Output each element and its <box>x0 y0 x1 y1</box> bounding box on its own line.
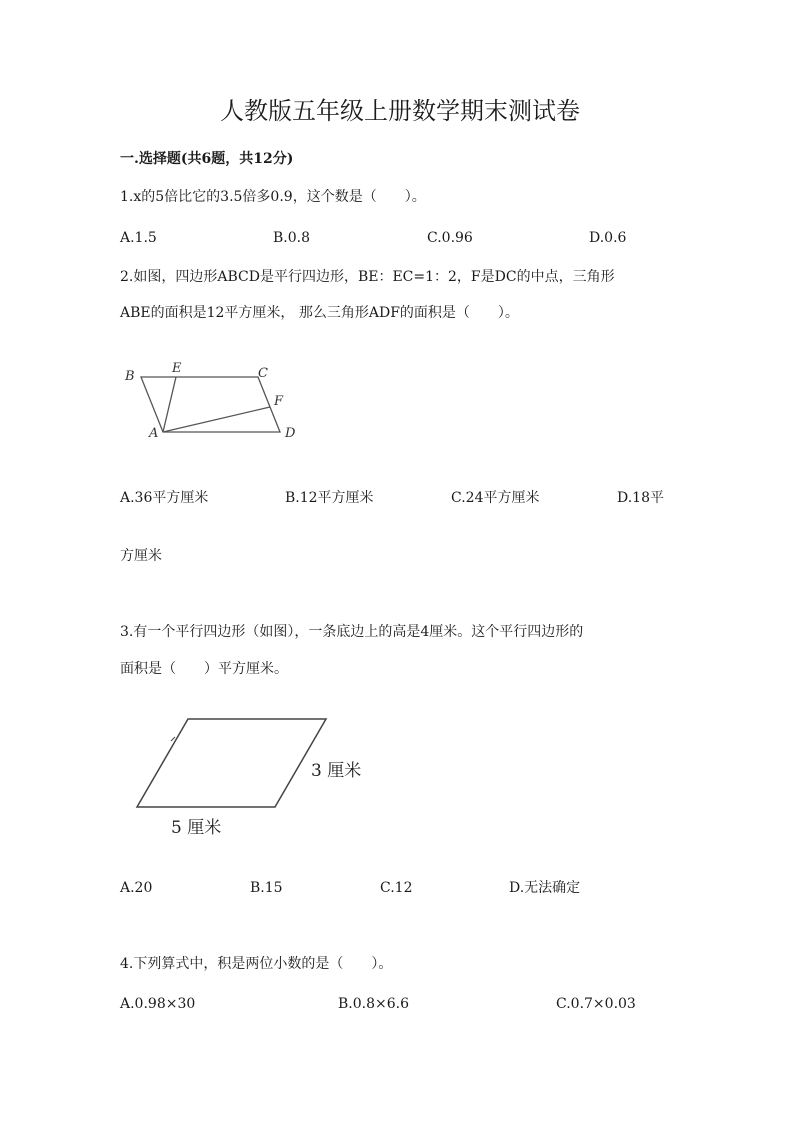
question-2-text-line2: ABE的面积是12平方厘米， 那么三角形ADF的面积是（ ）。 <box>120 305 519 321</box>
question-3-option-b: B.15 <box>250 880 283 896</box>
question-3-option-c: C.12 <box>380 880 413 896</box>
question-1-option-a: A.1.5 <box>120 230 157 246</box>
parallelogram-figure <box>125 705 385 845</box>
question-3-text-line2: 面积是（ ）平方厘米。 <box>120 661 288 677</box>
question-1-option-c: C.0.96 <box>427 230 473 246</box>
label-e: E <box>172 361 182 376</box>
parallelogram-abcd-figure <box>115 355 315 450</box>
question-2-text-line1: 2.如图，四边形ABCD是平行四边形，BE：EC=1：2，F是DC的中点，三角形 <box>120 269 615 285</box>
side-length-label: 3 厘米 <box>311 761 362 781</box>
question-2-option-c: C.24平方厘米 <box>451 490 540 506</box>
label-c: C <box>258 366 268 381</box>
label-f: F <box>274 394 284 409</box>
question-3-text-line1: 3.有一个平行四边形（如图），一条底边上的高是4厘米。这个平行四边形的 <box>120 624 584 640</box>
label-a: A <box>149 426 159 441</box>
question-2-option-d-wrap: 方厘米 <box>120 548 162 564</box>
question-2-option-b: B.12平方厘米 <box>285 490 374 506</box>
height-mark <box>171 737 175 741</box>
parallelogram-outline <box>137 719 326 807</box>
question-4-option-c: C.0.7×0.03 <box>556 996 636 1012</box>
base-length-label: 5 厘米 <box>171 818 222 838</box>
segment-ae <box>163 377 176 432</box>
question-4-option-a: A.0.98×30 <box>120 996 196 1012</box>
question-1-text: 1.x的5倍比它的3.5倍多0.9，这个数是（ ）。 <box>120 189 426 205</box>
question-1-option-b: B.0.8 <box>273 230 311 246</box>
question-3-option-d: D.无法确定 <box>509 880 581 896</box>
page-title: 人教版五年级上册数学期末测试卷 <box>220 97 580 125</box>
segment-af <box>163 407 270 432</box>
question-2-option-d: D.18平 <box>617 490 664 506</box>
question-2-option-a: A.36平方厘米 <box>120 490 209 506</box>
question-4-text: 4.下列算式中，积是两位小数的是（ ）。 <box>120 956 393 972</box>
section-heading: 一.选择题(共6题，共12分) <box>120 151 294 167</box>
label-d: D <box>285 426 296 441</box>
question-3-option-a: A.20 <box>120 880 153 896</box>
question-1-option-d: D.0.6 <box>589 230 627 246</box>
label-b: B <box>125 369 135 384</box>
parallelogram-abcd-outline <box>141 377 280 432</box>
question-4-option-b: B.0.8×6.6 <box>338 996 409 1012</box>
